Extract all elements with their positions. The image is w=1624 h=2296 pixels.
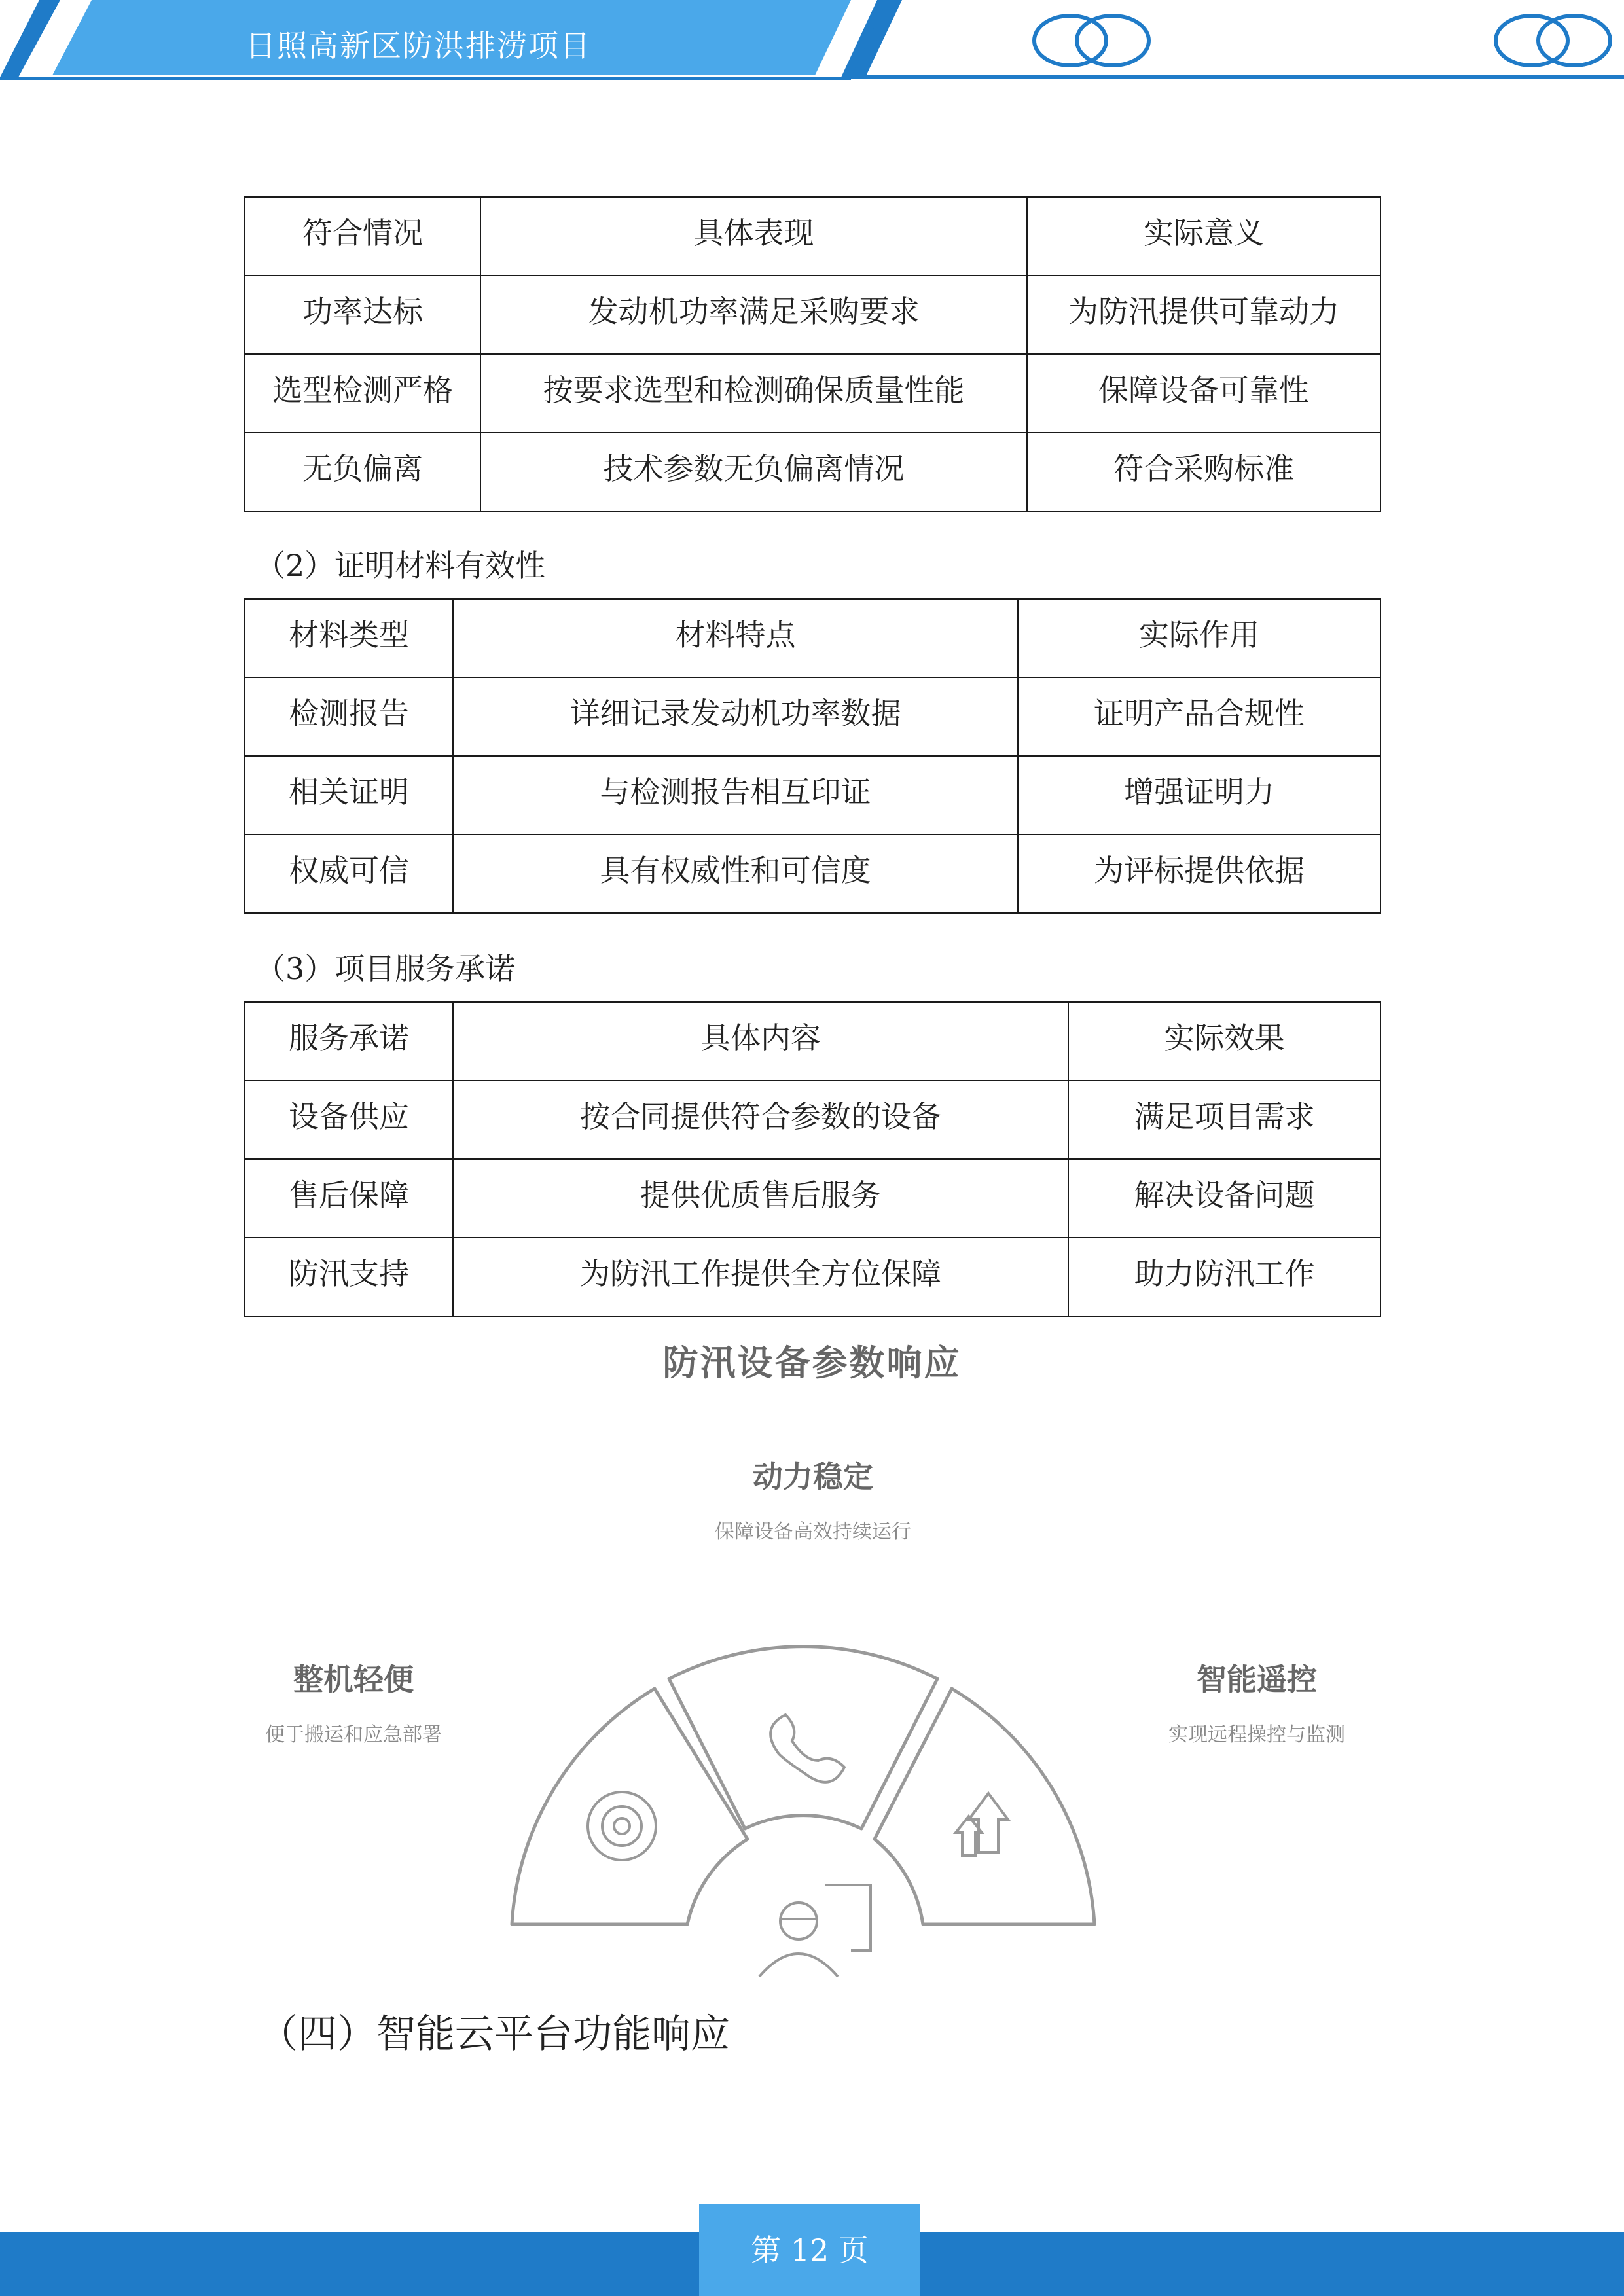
semicircle-diagram [497,1623,1126,1977]
left-block-subtitle: 便于搬运和应急部署 [265,1723,442,1746]
table-cell: 选型检测严格 [245,354,480,433]
table-cell: 无负偏离 [245,433,480,511]
table-cell: 权威可信 [245,834,453,913]
table-header-row [245,599,1380,677]
table-row [245,677,1380,756]
gear-icon [588,1792,656,1860]
table-row [245,756,1380,834]
table-cell: 材料类型 [245,599,453,677]
table-cell: 发动机功率满足采购要求 [480,276,1027,354]
caption-materials: （2）证明材料有效性 [255,548,546,583]
table-cell: 防汛支持 [245,1238,453,1316]
table-cell: 为防汛工作提供全方位保障 [453,1238,1068,1316]
table-cell: 相关证明 [245,756,453,834]
table-row [245,433,1380,511]
table-cell: 为防汛提供可靠动力 [1027,276,1380,354]
table-cell: 设备供应 [245,1081,453,1159]
table-row [245,1081,1380,1159]
diagram-title: 防汛设备参数响应 [662,1342,962,1384]
table-cell: 解决设备问题 [1068,1159,1380,1238]
table-cell: 实际作用 [1018,599,1380,677]
table-cell: 增强证明力 [1018,756,1380,834]
table-row [245,276,1380,354]
table-cell: 满足项目需求 [1068,1081,1380,1159]
header-title: 日照高新区防洪排涝项目 [245,28,591,63]
phone-icon [770,1715,844,1782]
table-cell: 具有权威性和可信度 [453,834,1018,913]
service-table [244,1001,1381,1317]
table-cell: 技术参数无负偏离情况 [480,433,1027,511]
section-heading: （四）智能云平台功能响应 [259,2011,730,2057]
table-header-row [245,197,1380,276]
table-row [245,354,1380,433]
header-decoration [0,0,1624,92]
right-block-subtitle: 实现远程操控与监测 [1168,1723,1345,1746]
table-cell: 助力防汛工作 [1068,1238,1380,1316]
caption-service: （3）项目服务承诺 [255,951,516,986]
page-number: 第 12 页 [699,2204,920,2296]
right-block-title: 智能遥控 [1197,1662,1317,1697]
table-row [245,1159,1380,1238]
table-cell: 详细记录发动机功率数据 [453,677,1018,756]
table-cell: 具体表现 [480,197,1027,276]
table-row [245,834,1380,913]
middle-sector [669,1647,937,1829]
compliance-table [244,196,1381,512]
table-row [245,1238,1380,1316]
table-cell: 功率达标 [245,276,480,354]
table-cell: 检测报告 [245,677,453,756]
table-cell: 实际意义 [1027,197,1380,276]
table-cell: 符合情况 [245,197,480,276]
table-cell: 服务承诺 [245,1002,453,1081]
table-cell: 证明产品合规性 [1018,677,1380,756]
upload-arrow-icon [956,1793,1008,1856]
table-cell: 具体内容 [453,1002,1068,1081]
page-header [0,0,1624,92]
table-cell: 按要求选型和检测确保质量性能 [480,354,1027,433]
table-cell: 与检测报告相互印证 [453,756,1018,834]
top-block-title: 动力稳定 [753,1459,873,1494]
table-cell: 符合采购标准 [1027,433,1380,511]
table-cell: 售后保障 [245,1159,453,1238]
materials-table [244,598,1381,914]
table-cell: 实际效果 [1068,1002,1380,1081]
table-cell: 材料特点 [453,599,1018,677]
left-block-title: 整机轻便 [293,1662,414,1697]
top-block-subtitle: 保障设备高效持续运行 [715,1520,911,1543]
table-header-row [245,1002,1380,1081]
left-sector [512,1689,748,1924]
table-cell: 按合同提供符合参数的设备 [453,1081,1068,1159]
table-cell: 为评标提供依据 [1018,834,1380,913]
table-cell: 保障设备可靠性 [1027,354,1380,433]
worker-icon [759,1885,871,1977]
right-sector [875,1689,1094,1924]
table-cell: 提供优质售后服务 [453,1159,1068,1238]
